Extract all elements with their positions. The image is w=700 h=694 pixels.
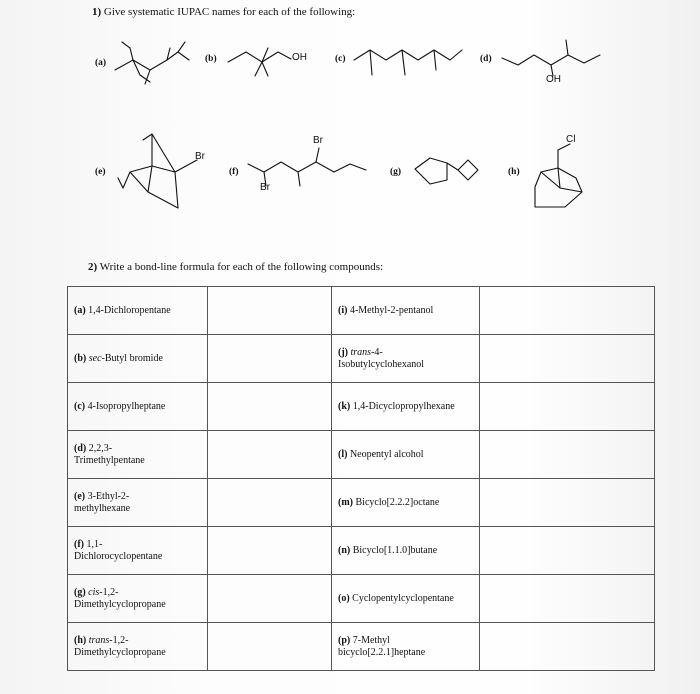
compound-name: Cyclopentylcyclopentane [352, 592, 454, 604]
answer-cell[interactable] [480, 527, 655, 575]
molecule-h-skeleton [535, 144, 582, 207]
answer-cell[interactable] [208, 431, 332, 479]
table-row [68, 383, 655, 431]
answer-cell[interactable] [208, 335, 332, 383]
compound-name-cell [68, 431, 208, 479]
answer-cell[interactable] [480, 431, 655, 479]
compound-label: (b) [74, 352, 87, 364]
compound-name: -4- [371, 346, 383, 358]
molecule-e-skeleton [118, 134, 197, 208]
table-row [68, 335, 655, 383]
molecule-e-br: Br [195, 151, 205, 162]
compound-name-cell [332, 431, 480, 479]
compound-label: (k) [338, 400, 351, 412]
compound-name-cell [332, 623, 480, 671]
molecule-a-skeleton [115, 42, 189, 84]
compound-label: (p) [338, 634, 351, 646]
compound-name: 2,2,3- [88, 442, 113, 454]
compound-label: (i) [338, 304, 348, 316]
compound-name-line2: bicyclo[2.2.1]heptane [338, 646, 426, 658]
compound-label: (h) [74, 634, 87, 646]
compound-prefix: trans [88, 634, 110, 646]
answer-cell[interactable] [480, 335, 655, 383]
answer-cell[interactable] [208, 479, 332, 527]
compound-name: -Butyl bromide [101, 352, 163, 364]
compound-name-cell [332, 287, 480, 335]
compound-label: (g) [74, 586, 86, 598]
compound-name-cell [68, 527, 208, 575]
answer-cell[interactable] [208, 575, 332, 623]
answer-cell[interactable] [480, 623, 655, 671]
answer-cell[interactable] [480, 575, 655, 623]
compound-prefix: cis [88, 586, 100, 598]
compound-label: (f) [74, 538, 84, 550]
compound-name-cell [68, 335, 208, 383]
table-row [68, 287, 655, 335]
compound-label: (e) [74, 490, 86, 502]
question-1-text: Give systematic IUPAC names for each of the following: [103, 6, 356, 18]
answer-cell[interactable] [208, 287, 332, 335]
table-row [68, 479, 655, 527]
compound-name-cell [68, 575, 208, 623]
label-d: (d) [480, 54, 492, 64]
compound-name-line2: methylhexane [74, 502, 131, 514]
molecule-d-oh: OH [546, 74, 561, 85]
molecule-f-br-top: Br [313, 135, 323, 146]
compound-label: (o) [338, 592, 350, 604]
molecule-f-skeleton [248, 148, 366, 186]
table-row [68, 431, 655, 479]
question-1-number: 1) [92, 6, 102, 18]
compound-table [67, 286, 655, 671]
compound-name: Bicyclo[2.2.2]octane [355, 496, 440, 508]
answer-cell[interactable] [480, 287, 655, 335]
compound-label: (j) [338, 346, 348, 358]
compound-prefix: trans [350, 346, 372, 358]
molecule-b-skeleton [228, 48, 291, 76]
compound-name: 1,4-Dicyclopropylhexane [352, 400, 455, 412]
answer-cell[interactable] [480, 479, 655, 527]
table-row [68, 527, 655, 575]
compound-label: (c) [74, 400, 86, 412]
molecule-d-skeleton [502, 40, 600, 76]
compound-label: (m) [338, 496, 353, 508]
answer-cell[interactable] [208, 623, 332, 671]
compound-name: 4-Methyl-2-pentanol [349, 304, 434, 316]
compound-name-line2: Trimethylpentane [74, 454, 145, 466]
table-row [68, 575, 655, 623]
compound-name-line2: Dichlorocyclopentane [74, 550, 163, 562]
compound-name-cell [332, 335, 480, 383]
compound-name-cell [68, 623, 208, 671]
compound-name-line2: Isobutylcyclohexanol [338, 358, 425, 370]
label-e: (e) [95, 167, 106, 177]
label-h: (h) [508, 167, 520, 177]
compound-label: (l) [338, 448, 348, 460]
question-2-heading [88, 261, 383, 273]
compound-label: (a) [74, 304, 86, 316]
label-g: (g) [390, 167, 402, 177]
compound-name-cell [68, 479, 208, 527]
answer-cell[interactable] [208, 383, 332, 431]
label-b: (b) [205, 54, 217, 64]
molecule-c-skeleton [354, 50, 462, 75]
compound-name: -1,2- [109, 634, 129, 646]
compound-prefix: sec [88, 352, 102, 364]
table-row [68, 623, 655, 671]
molecule-b-oh: OH [292, 52, 307, 63]
compound-name-cell [68, 287, 208, 335]
compound-name: 7-Methyl [352, 634, 390, 646]
compound-name-cell [332, 479, 480, 527]
answer-cell[interactable] [208, 527, 332, 575]
compound-name-line2: Dimethylcyclopropane [74, 598, 166, 610]
compound-name: 3-Ethyl-2- [87, 490, 130, 502]
answer-cell[interactable] [480, 383, 655, 431]
molecule-f-br-bottom: Br [260, 182, 270, 193]
compound-name: Neopentyl alcohol [349, 448, 424, 460]
structure-drawings [0, 0, 700, 260]
label-a: (a) [95, 58, 107, 68]
compound-label: (n) [338, 544, 351, 556]
label-c: (c) [335, 54, 346, 64]
compound-name: -1,2- [99, 586, 119, 598]
compound-name-line2: Dimethylcyclopropane [74, 646, 166, 658]
compound-name: 1,1- [86, 538, 103, 550]
compound-name-cell [332, 575, 480, 623]
compound-label: (d) [74, 442, 87, 454]
compound-name-cell [332, 383, 480, 431]
question-2-text: Write a bond-line formula for each of the following compounds: [99, 261, 384, 273]
compound-name-cell [332, 527, 480, 575]
compound-name-cell [68, 383, 208, 431]
compound-name: Bicyclo[1.1.0]butane [352, 544, 438, 556]
molecule-h-cl: Cl [566, 134, 576, 145]
compound-name: 1,4-Dichloropentane [88, 304, 171, 316]
question-2-number: 2) [88, 261, 98, 273]
molecule-g-skeleton [415, 158, 478, 184]
label-f: (f) [229, 167, 239, 177]
compound-name: 4-Isopropylheptane [87, 400, 166, 412]
